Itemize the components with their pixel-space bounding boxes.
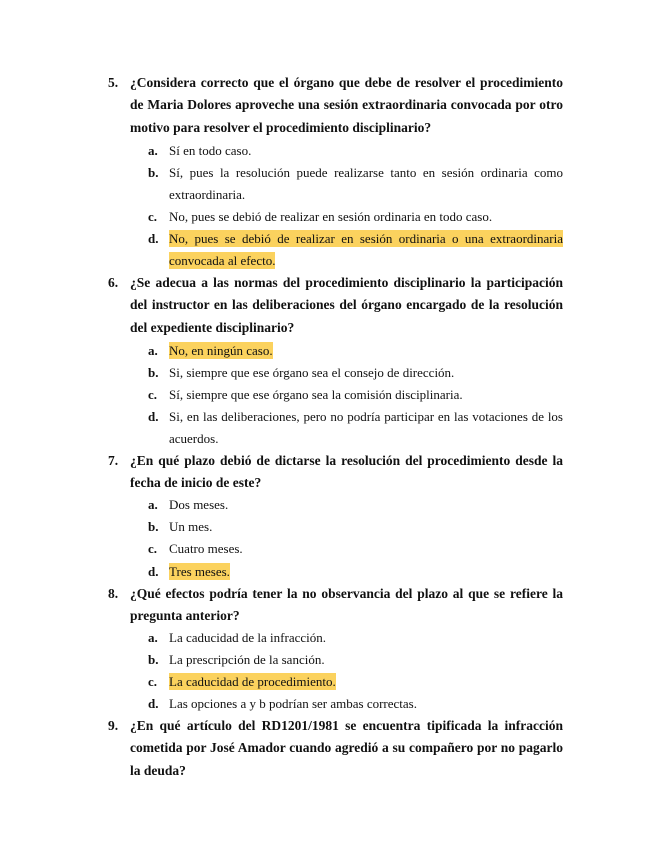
question-number: 9. [108,718,119,733]
option-text-highlighted [169,340,563,362]
option-text: Sí en todo caso. [169,143,252,158]
option-letter: b. [148,652,159,667]
question-number: 8. [108,586,119,601]
option-text-highlighted [169,228,563,273]
option-letter: a. [148,497,158,512]
option-letter: d. [148,564,159,579]
highlight: No, pues se debió de realizar en sesión ordinaria o una extraordinaria convocada al efecto. [169,231,563,269]
question-number: 6. [108,275,119,290]
question-text: ¿En qué plazo debió de dictarse la resolución del procedimiento desde la fecha de inicio de este? [130,453,563,491]
question-text: ¿Qué efectos podría tener la no observancia del plazo al que se refiere la pregunta anterior? [130,586,563,624]
option-letter: a. [148,630,158,645]
question-text: ¿Se adecua a las normas del procedimiento disciplinario la participación del instructor en las deliberaciones del órgano encargado de la resolución del expediente disciplinario? [130,275,563,335]
option-letter: b. [148,365,159,380]
option-text: Si, en las deliberaciones, pero no podría participar en las votaciones de los acuerdos. [169,409,563,447]
option-letter: c. [148,674,158,689]
option-text: Un mes. [169,519,213,534]
option-text: La prescripción de la sanción. [169,652,325,667]
option-letter: d. [148,409,159,424]
option-text: Sí, siempre que ese órgano sea la comisión disciplinaria. [169,387,463,402]
highlight: No, en ningún caso. [169,343,273,358]
option-text: La caducidad de la infracción. [169,630,326,645]
option-letter: b. [148,165,159,180]
option-text: Cuatro meses. [169,541,243,556]
option-letter: a. [148,343,158,358]
question-number: 7. [108,453,119,468]
option-text: Dos meses. [169,497,229,512]
option-text-highlighted [169,561,563,583]
option-text: Sí, pues la resolución puede realizarse tanto en sesión ordinaria como extraordinaria. [169,165,563,203]
option-letter: d. [148,696,159,711]
option-text: Las opciones a y b podrían ser ambas correctas. [169,696,417,711]
question-text: ¿En qué artículo del RD1201/1981 se encuentra tipificada la infracción cometida por José Amador cuando agredió a su compañero por no pagarlo la deuda? [130,718,563,778]
option-letter: d. [148,231,159,246]
question-text: ¿Considera correcto que el órgano que debe de resolver el procedimiento de Maria Dolores aproveche una sesión extraordinaria convocada por otro motivo para resolver el procedimiento disciplinario? [130,75,563,135]
highlight: Tres meses. [169,564,230,579]
highlight: La caducidad de procedimiento. [169,674,336,689]
option-letter: a. [148,143,158,158]
option-letter: c. [148,387,158,402]
option-text-highlighted [169,671,563,693]
option-text: No, pues se debió de realizar en sesión ordinaria en todo caso. [169,209,493,224]
option-text: Si, siempre que ese órgano sea el consejo de dirección. [169,365,455,380]
question-number: 5. [108,75,119,90]
option-letter: c. [148,209,158,224]
option-letter: b. [148,519,159,534]
option-letter: c. [148,541,158,556]
